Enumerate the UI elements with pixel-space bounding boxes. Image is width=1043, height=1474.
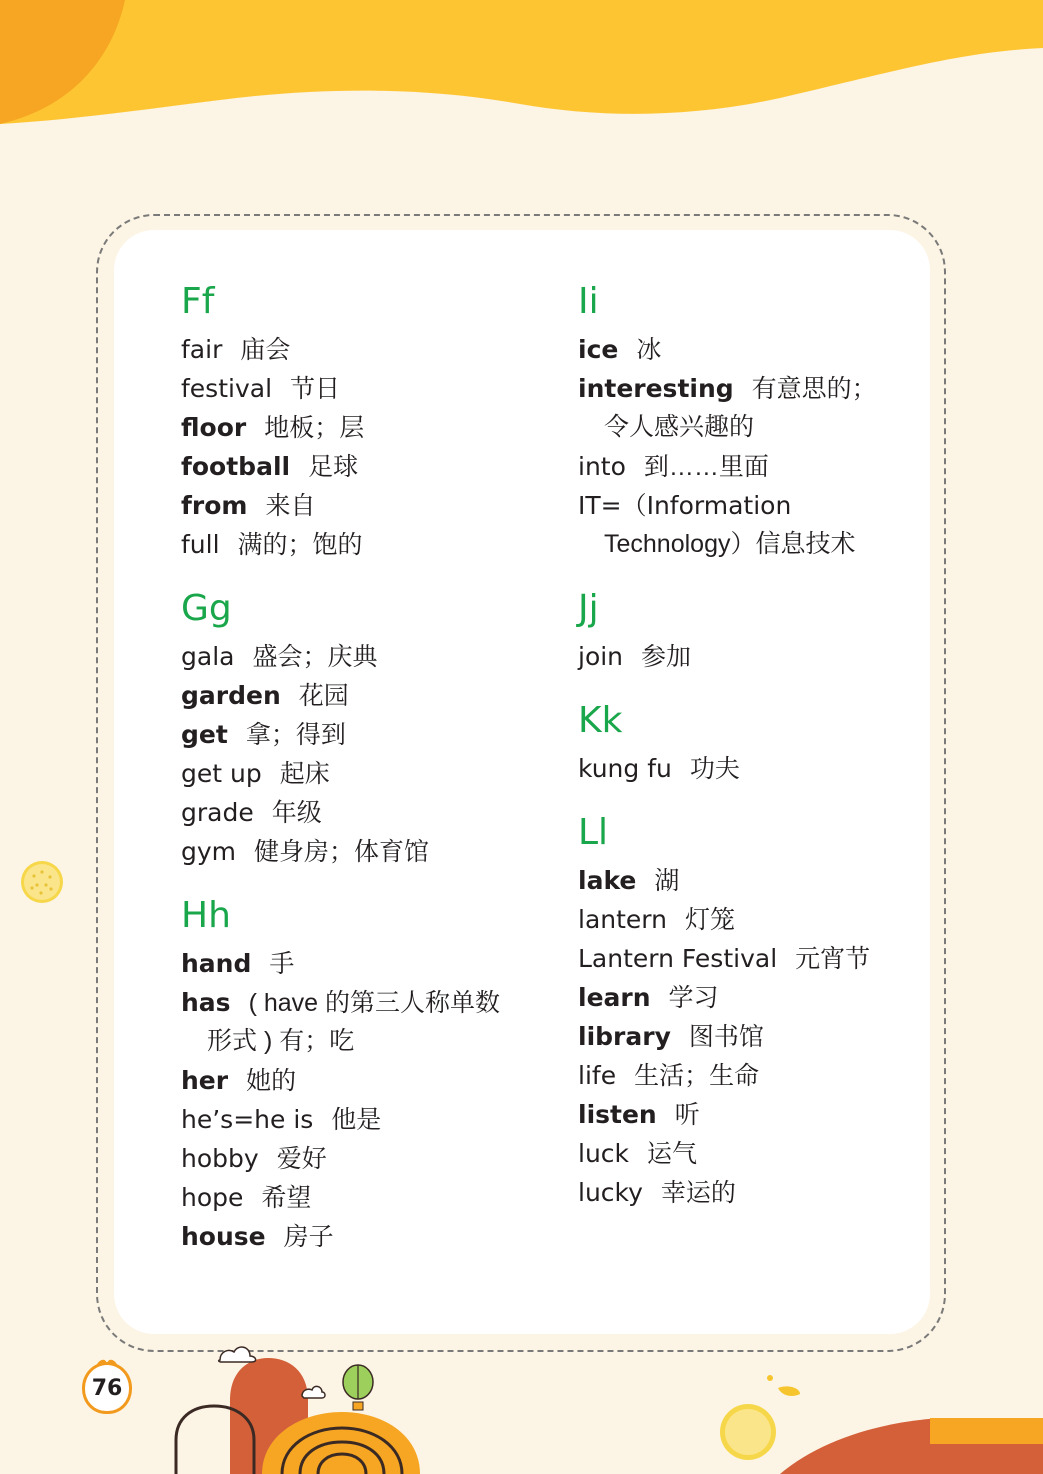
vocab-word: from — [181, 491, 248, 520]
vocab-word: luck — [578, 1139, 630, 1168]
vocab-entry — [578, 447, 908, 486]
vocab-entry — [578, 369, 908, 408]
vocab-word: join — [578, 642, 624, 671]
vocab-meaning: 花园 — [298, 682, 349, 710]
section-gap — [578, 788, 908, 811]
vocab-meaning: 拿；得到 — [245, 721, 346, 749]
vocab-entry — [181, 330, 551, 369]
vocab-meaning: 地板；层 — [264, 414, 365, 442]
section-gap — [578, 676, 908, 699]
vocab-word: Lantern Festival — [578, 944, 778, 973]
vocab-word: get — [181, 720, 228, 749]
vocab-entry — [578, 978, 908, 1017]
vocab-meaning: 满的；饱的 — [237, 531, 363, 559]
vocab-entry — [181, 754, 551, 793]
vocab-meaning: 功夫 — [689, 755, 740, 783]
vocab-entry — [181, 793, 551, 832]
vocab-meaning: 手 — [269, 950, 295, 978]
top-wave-banner — [0, 0, 1043, 130]
vocab-entry — [578, 486, 908, 525]
vocab-entry — [578, 330, 908, 369]
vocab-entry — [181, 1178, 551, 1217]
vocab-word: listen — [578, 1100, 657, 1129]
page-number-badge — [82, 1362, 132, 1414]
vocab-entry — [578, 939, 908, 978]
vocab-word: gala — [181, 642, 235, 671]
vocab-word: gym — [181, 837, 237, 866]
vocab-entry — [181, 676, 551, 715]
vocab-word: hobby — [181, 1144, 259, 1173]
vocab-meaning: 冰 — [636, 336, 662, 364]
vocab-entry — [578, 1173, 908, 1212]
section-gap — [181, 564, 551, 587]
vocab-word: lake — [578, 866, 637, 895]
vocab-word: IT=（Information — [578, 491, 792, 520]
vocab-entry-continuation — [578, 525, 908, 564]
vocab-entry-continuation — [578, 408, 908, 447]
vocab-meaning: 节日 — [290, 375, 341, 403]
vocab-meaning: 有意思的； — [751, 375, 877, 403]
section-letter-heading: Hh — [181, 895, 231, 936]
vocab-word: hand — [181, 949, 252, 978]
vocab-word: fair — [181, 335, 223, 364]
vocab-meaning: 庙会 — [240, 336, 291, 364]
vocab-word: get up — [181, 759, 262, 788]
vocab-meaning: 来自 — [265, 492, 316, 520]
vocab-word: has — [181, 988, 231, 1017]
vocab-word: grade — [181, 798, 254, 827]
vocab-entry — [181, 369, 551, 408]
vocab-entry — [181, 1061, 551, 1100]
vocab-entry-continuation — [181, 1022, 551, 1061]
vocab-entry — [578, 637, 908, 676]
section-letter-heading: Ii — [578, 281, 599, 322]
vocab-meaning: 形式 ) 有；吃 — [207, 1027, 355, 1055]
vocab-meaning: 盛会；庆典 — [252, 643, 378, 671]
vocab-meaning: 湖 — [654, 867, 680, 895]
vocab-entry — [181, 408, 551, 447]
page-number: 76 — [91, 1376, 123, 1401]
vocab-meaning: 灯笼 — [684, 906, 735, 934]
vocab-word: her — [181, 1066, 229, 1095]
vocab-meaning: 年级 — [271, 799, 322, 827]
vocab-word: festival — [181, 374, 273, 403]
vocab-word: learn — [578, 983, 651, 1012]
section-letter-heading: Jj — [578, 588, 599, 629]
vocab-entry — [578, 1056, 908, 1095]
vocab-meaning: 希望 — [261, 1184, 312, 1212]
section-letter-heading: Ll — [578, 812, 609, 853]
vocab-entry — [181, 637, 551, 676]
vocab-entry — [181, 983, 551, 1022]
vocab-meaning: 运气 — [647, 1140, 698, 1168]
vocab-entry — [578, 1134, 908, 1173]
section-letter-heading: Ff — [181, 281, 215, 322]
vocabulary-column-right — [578, 280, 908, 1212]
vocab-word: lantern — [578, 905, 667, 934]
vocab-meaning: 幸运的 — [660, 1179, 736, 1207]
vocab-meaning: 健身房；体育馆 — [254, 838, 430, 866]
vocab-word: garden — [181, 681, 281, 710]
section-letter-heading: Kk — [578, 700, 623, 741]
vocab-word: kung fu — [578, 754, 672, 783]
vocab-entry — [181, 715, 551, 754]
vocab-meaning: 生活；生命 — [634, 1062, 760, 1090]
vocab-meaning: 学习 — [668, 984, 719, 1012]
vocab-word: library — [578, 1022, 671, 1051]
vocab-word: floor — [181, 413, 247, 442]
vocab-meaning: 房子 — [283, 1223, 334, 1251]
vocab-entry — [181, 1139, 551, 1178]
vocab-word: interesting — [578, 374, 734, 403]
vocab-entry — [578, 900, 908, 939]
vocab-entry — [578, 749, 908, 788]
section-gap — [181, 871, 551, 894]
vocabulary-column-left — [181, 280, 551, 1256]
vocab-meaning: 起床 — [279, 760, 330, 788]
vocab-word: life — [578, 1061, 617, 1090]
vocab-meaning: Technology）信息技术 — [604, 530, 856, 558]
vocab-meaning: 听 — [674, 1101, 700, 1129]
section-gap — [578, 564, 908, 587]
vocab-meaning: 元宵节 — [795, 945, 871, 973]
vocab-word: into — [578, 452, 626, 481]
vocab-meaning: 图书馆 — [688, 1023, 764, 1051]
vocab-meaning: 他是 — [331, 1106, 382, 1134]
vocab-meaning: 她的 — [246, 1067, 297, 1095]
vocab-entry — [181, 1100, 551, 1139]
vocab-meaning: 参加 — [641, 643, 692, 671]
vocab-entry — [181, 1217, 551, 1256]
vocab-entry — [578, 1095, 908, 1134]
lemon-slice-icon — [18, 858, 68, 908]
vocab-entry — [181, 525, 551, 564]
vocab-entry — [181, 944, 551, 983]
vocab-meaning: ( have 的第三人称单数 — [248, 989, 500, 1017]
bottom-decoration — [0, 1340, 1043, 1474]
vocab-word: house — [181, 1222, 266, 1251]
vocab-meaning: 到……里面 — [643, 453, 769, 481]
vocab-word: he’s=he is — [181, 1105, 314, 1134]
vocab-meaning: 令人感兴趣的 — [604, 413, 755, 441]
vocab-meaning: 爱好 — [276, 1145, 327, 1173]
vocab-entry — [181, 486, 551, 525]
vocab-entry — [181, 832, 551, 871]
vocab-word: full — [181, 530, 220, 559]
section-letter-heading: Gg — [181, 588, 232, 629]
vocab-entry — [181, 447, 551, 486]
vocab-meaning: 足球 — [308, 453, 359, 481]
vocab-entry — [578, 861, 908, 900]
vocab-word: lucky — [578, 1178, 643, 1207]
vocab-word: football — [181, 452, 291, 481]
vocab-word: ice — [578, 335, 619, 364]
vocab-entry — [578, 1017, 908, 1056]
vocab-word: hope — [181, 1183, 244, 1212]
